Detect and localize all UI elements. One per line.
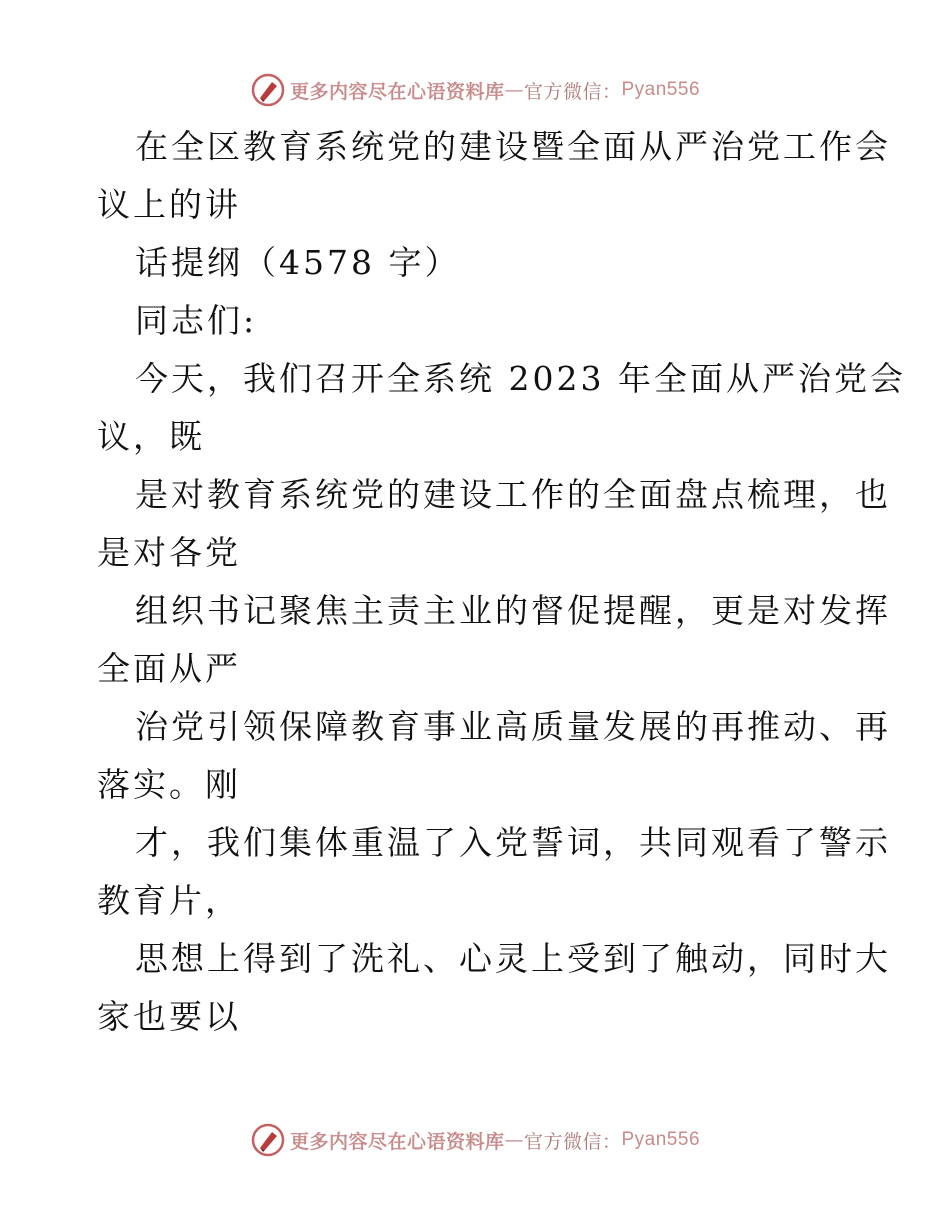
watermark-dash: — xyxy=(504,1129,524,1151)
pen-logo-icon xyxy=(250,1122,286,1158)
text-line: 同志们: xyxy=(135,301,258,340)
text-line: 治党引领保障教育事业高质量发展的再推动、再 xyxy=(135,707,891,746)
watermark-wechat-id: Pyan556 xyxy=(621,79,701,100)
text-line: 思想上得到了洗礼、心灵上受到了触动，同时大 xyxy=(135,939,891,978)
text-line: 是对教育系统党的建设工作的全面盘点梳理，也 xyxy=(135,475,891,514)
watermark-dash: — xyxy=(504,79,524,101)
document-body xyxy=(97,118,906,1046)
text-line: 组织书记聚焦主责主业的督促提醒，更是对发挥 xyxy=(135,591,891,630)
text-line: 全面从严 xyxy=(97,649,241,688)
pen-logo-icon xyxy=(250,72,286,108)
text-line: 落实。刚 xyxy=(97,765,241,804)
text-line: 话提纲（4578 字） xyxy=(135,243,461,282)
watermark-wechat-label: 官方微信： xyxy=(523,80,622,103)
text-line: 在全区教育系统党的建设暨全面从严治党工作会 xyxy=(135,127,891,166)
text-line: 今天，我们召开全系统 2023 年全面从严治党会 xyxy=(135,359,906,398)
header-watermark xyxy=(0,72,950,108)
watermark-main-text: 更多内容尽在心语资料库 xyxy=(289,80,505,103)
watermark-main-text: 更多内容尽在心语资料库 xyxy=(289,1130,505,1153)
text-line: 家也要以 xyxy=(97,997,241,1036)
text-line: 议上的讲 xyxy=(97,185,241,224)
watermark-wechat-label: 官方微信： xyxy=(523,1130,622,1153)
text-line: 才，我们集体重温了入党誓词，共同观看了警示 xyxy=(135,823,891,862)
text-line: 教育片， xyxy=(97,881,241,920)
footer-watermark xyxy=(0,1122,950,1158)
text-line: 议，既 xyxy=(97,417,205,456)
text-line: 是对各党 xyxy=(97,533,241,572)
watermark-wechat-id: Pyan556 xyxy=(621,1129,701,1150)
